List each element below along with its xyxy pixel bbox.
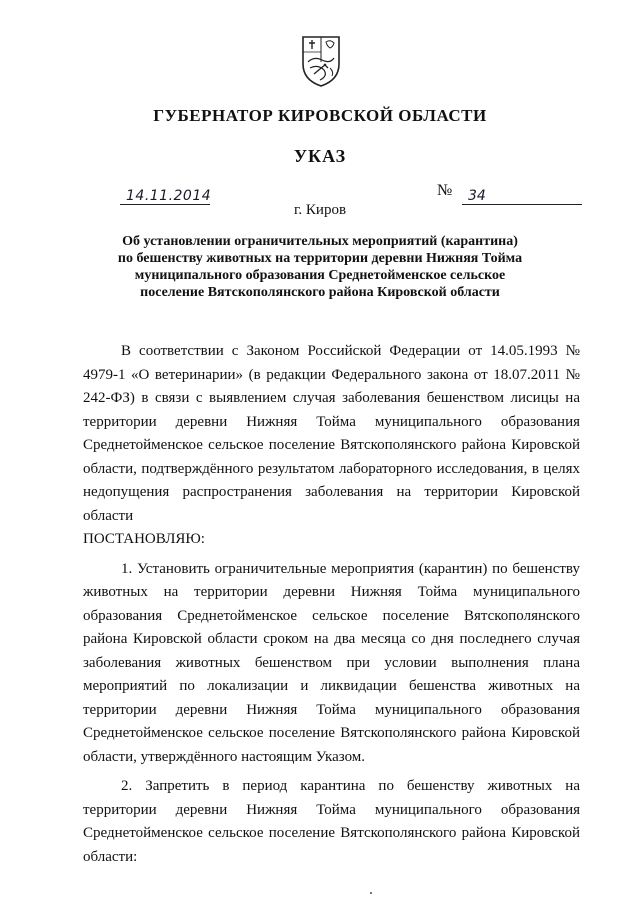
issuing-authority: ГУБЕРНАТОР КИРОВСКОЙ ОБЛАСТИ (153, 106, 487, 125)
clause-1: 1. Установить ограничительные мероприятия (карантин) по бешенству животных на территории деревни Нижняя Тойма муниципального образования Среднетойменское сельское поселение Вятскополянского района Кировской области сроком на два месяца со дня последнего случая заболевания животных бешенством при условии выполнения плана мероприятий по локализации и ликвидации бешенства животных на территории деревни Нижняя Тойма муниципального образования Среднетойменское сельское поселение Вятскополянского района Кировской области, утверждённого настоящим Указом. (83, 560, 580, 765)
scan-speck (370, 892, 372, 894)
document-type: УКАЗ (293, 146, 347, 166)
decree-word: ПОСТАНОВЛЯЮ: (83, 531, 205, 547)
city-of-issue: г. Киров (293, 202, 347, 218)
handwritten-date: 14.11.2014 (126, 188, 212, 204)
subject-line: по бешенству животных на территории деревни Нижняя Тойма (117, 251, 523, 266)
clause-2: 2. Запретить в период карантина по бешенству животных на территории деревни Нижняя Тойма муниципального образования Среднетойменское сельское поселение Вятскополянского района Кировской области: (83, 778, 580, 865)
handwritten-number: 34 (468, 188, 486, 204)
preamble-paragraph: В соответствии с Законом Российской Федерации от 14.05.1993 № 4979-1 «О ветеринарии» (в редакции Федерального закона от 18.07.2011 № 242-ФЗ) в связи с выявлением случая заболевания бешенством лисицы на территории деревни Нижняя Тойма муниципального образования Среднетойменское сельское поселение Вятскополянского района Кировской области, подтверждённого результатом лабораторного исследования, в целях недопущения распространения заболевания на территории Кировской области (83, 343, 580, 524)
subject-line: поселение Вятскополянского района Кировской области (140, 285, 500, 300)
subject-line: муниципального образования Среднетойменское сельское (134, 268, 506, 283)
kirov-coat-of-arms-icon (300, 34, 342, 88)
decree-subject (100, 233, 540, 301)
number-label: № (437, 182, 453, 199)
subject-line: Об установлении ограничительных мероприятий (карантина) (122, 234, 518, 249)
decree-body (83, 340, 580, 869)
